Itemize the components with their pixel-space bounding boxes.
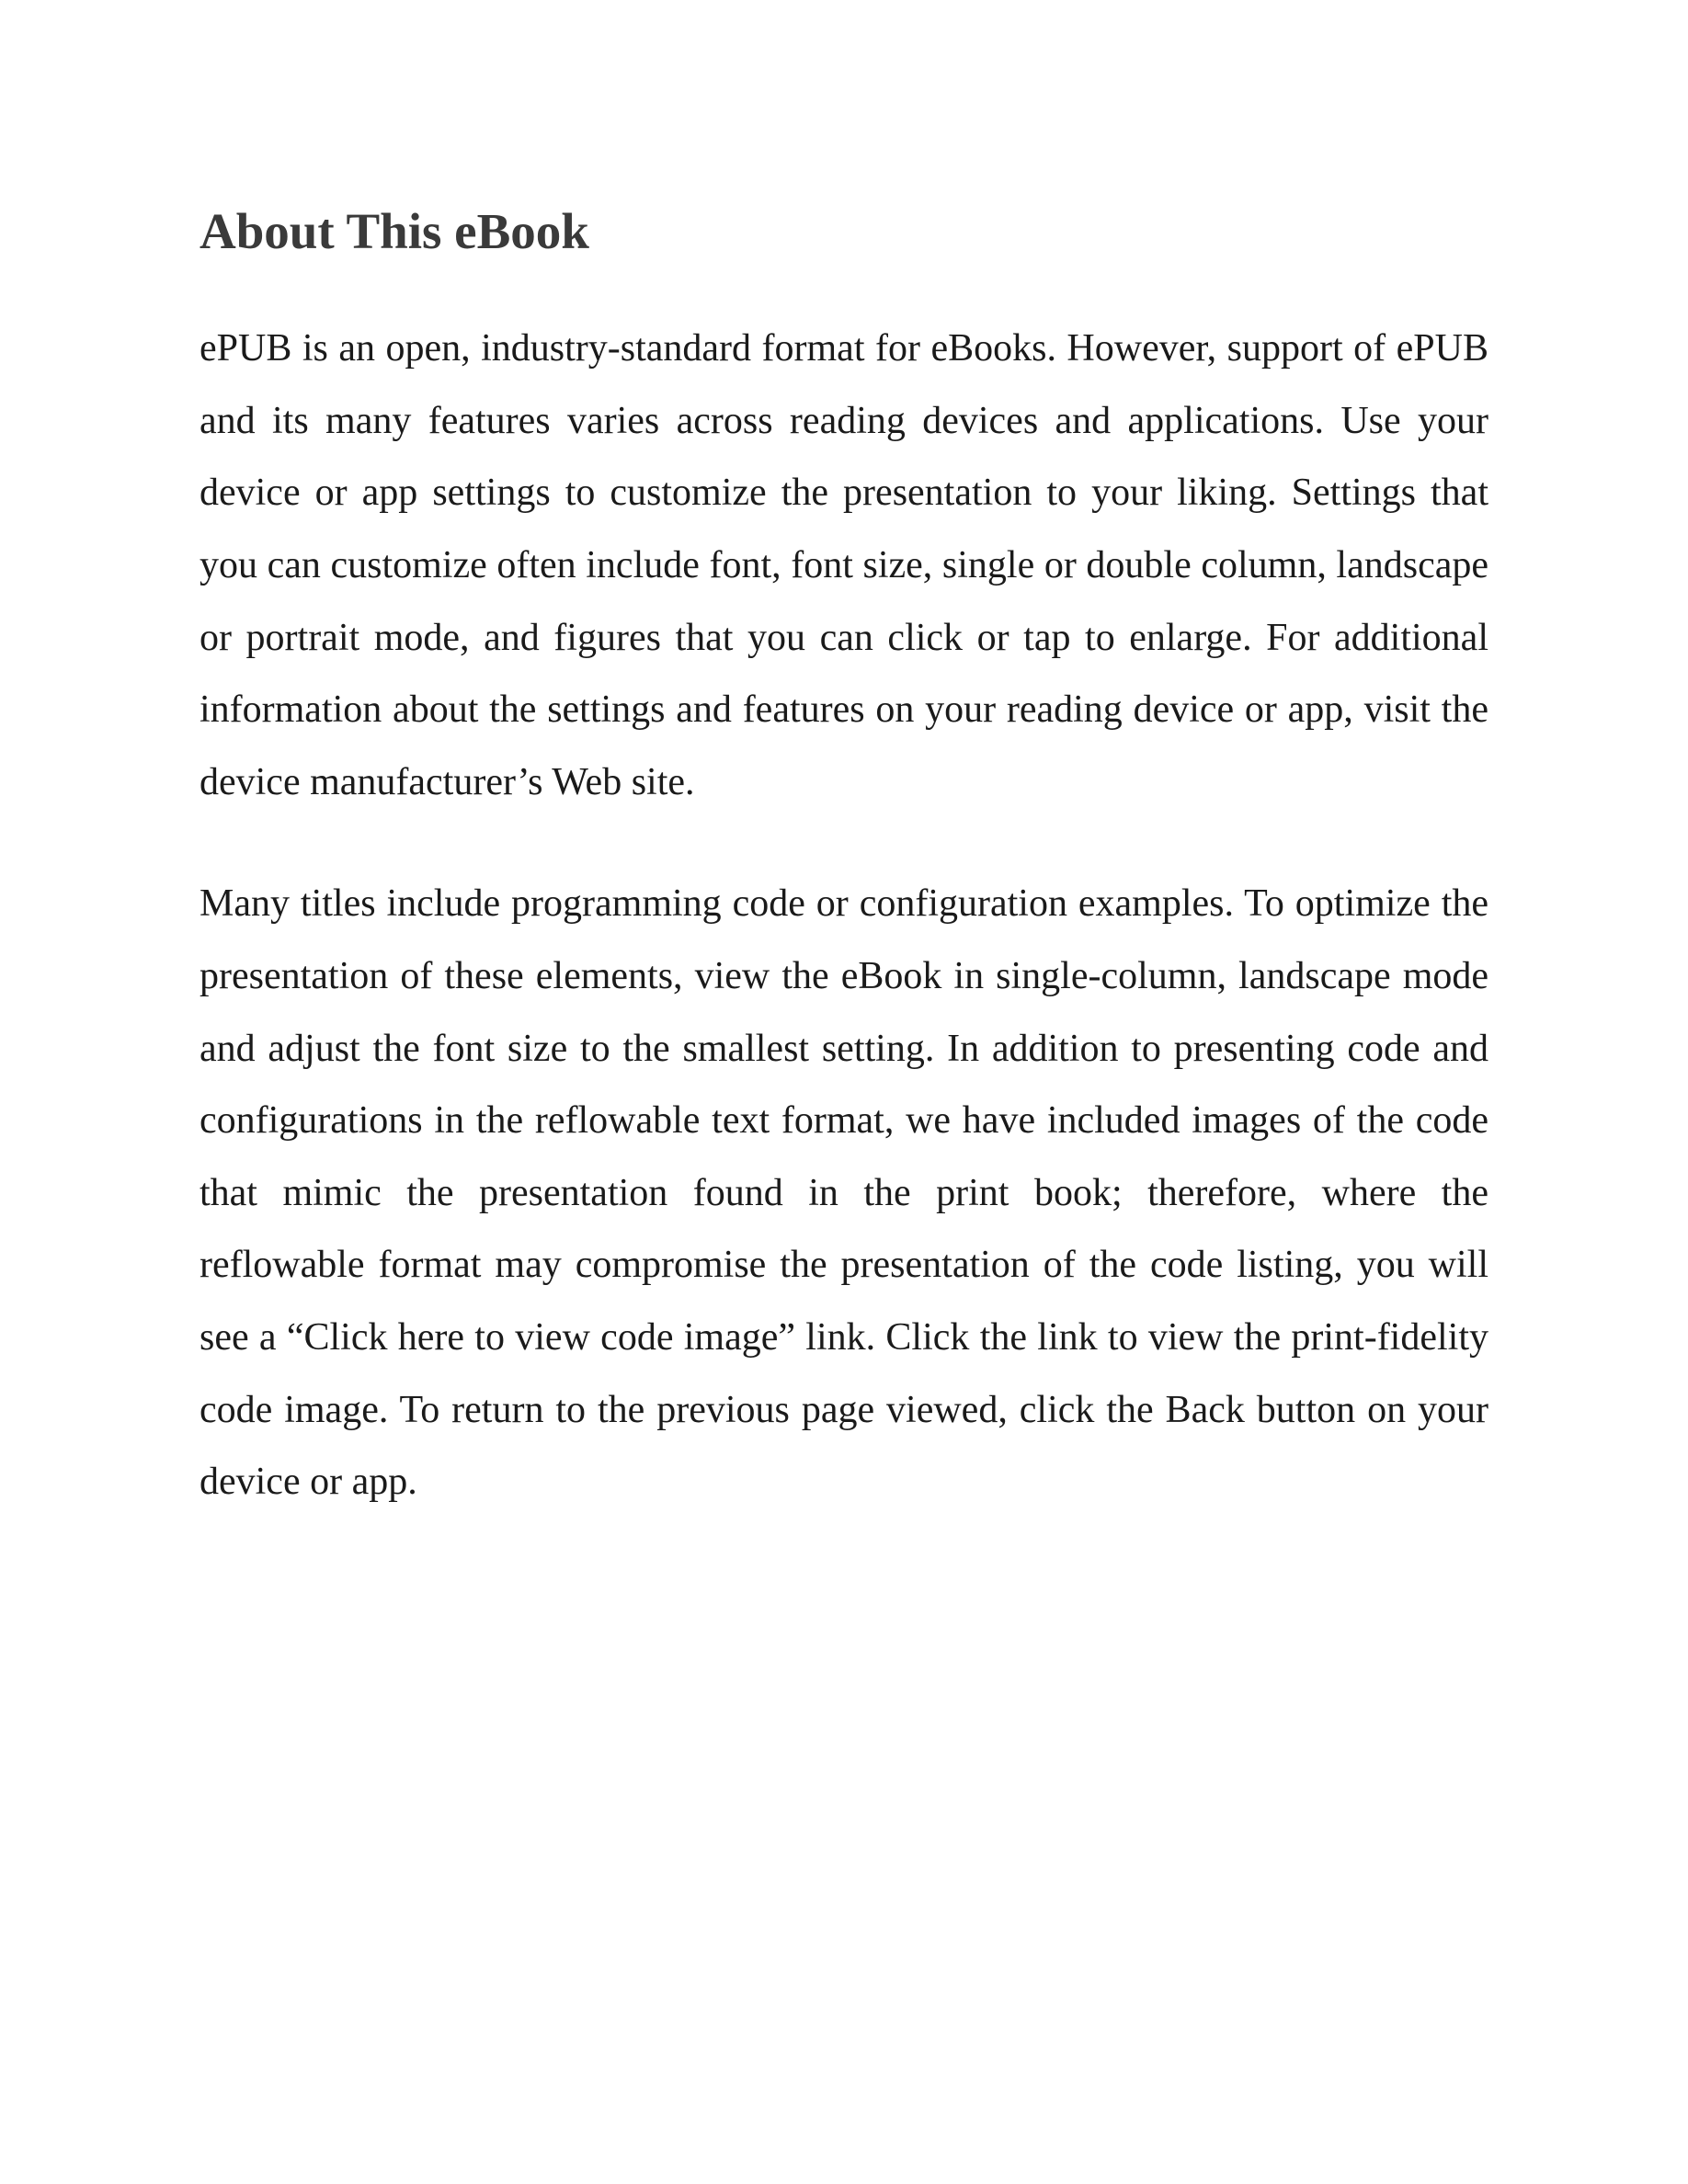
document-page bbox=[200, 202, 1488, 1519]
body-paragraph-epub-format: ePUB is an open, industry-standard format for eBooks. However, support of ePUB and its many features varies across reading devices and applications. Use your device or app settings to customize the presentation to your liking. Settings that you can customize often include font, font size, single or double column, landscape or portrait mode, and figures that you can click or tap to enlarge. For additional information about the settings and features on your reading device or app, visit the device manufacturer’s Web site. bbox=[200, 327, 1488, 803]
body-paragraph-code-examples: Many titles include programming code or configuration examples. To optimize the presentation of these elements, view the eBook in single-column, landscape mode and adjust the font size to the smallest setting. In addition to presenting code and configurations in the reflowable text format, we have included images of the code that mimic the presentation found in the print book; therefore, where the reflowable format may compromise the presentation of the code listing, you will see a “Click here to view code image” link. Click the link to view the print-fidelity code image. To return to the previous page viewed, click the Back button on your device or app. bbox=[200, 882, 1488, 1504]
page-title: About This eBook bbox=[200, 203, 589, 259]
